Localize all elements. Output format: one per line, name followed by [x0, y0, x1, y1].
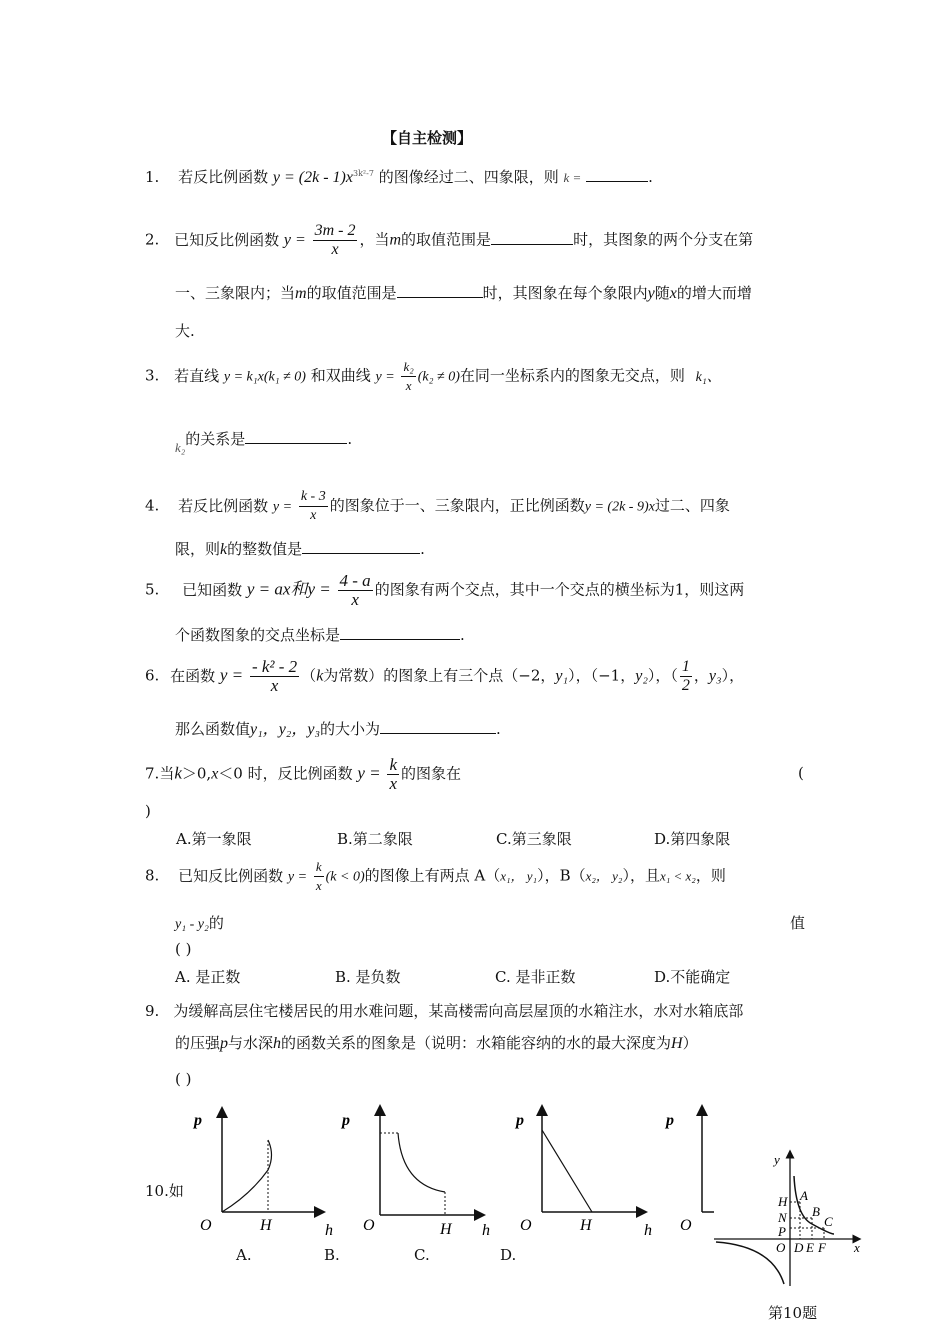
q8-option-b[interactable]: B. 是负数	[335, 968, 401, 986]
graph-label-b[interactable]: B.	[324, 1246, 340, 1264]
svg-text:y: y	[774, 1152, 780, 1167]
svg-text:H: H	[580, 1217, 592, 1234]
q7-option-d[interactable]: D.第四象限	[654, 830, 731, 848]
question-2: 2. 已知反比例函数 y = $\frac{3m - 2}{x}$ ，当m的取值范围是 时，其图象的两个分支在第	[145, 222, 754, 258]
question-9: 9. 为缓解高层住宅楼居民的用水难问题，某高楼需向高层屋顶的水箱注水，水对水箱底部	[145, 1002, 744, 1020]
q7-option-a[interactable]: A.第一象限	[176, 830, 252, 848]
answer-blank[interactable]	[491, 230, 573, 245]
axis-p-label: p	[194, 1112, 202, 1129]
q9-graphs	[180, 1100, 740, 1250]
question-5-line2: 个函数图象的交点坐标是 .	[175, 626, 465, 644]
question-2-line2: 一、三象限内；当m的取值范围是 时，其图象在每个象限内y随x的增大而增	[175, 284, 752, 302]
graph-label-a[interactable]: A.	[236, 1246, 252, 1264]
graph-label-d[interactable]: D.	[500, 1246, 517, 1264]
svg-text:O: O	[520, 1217, 532, 1234]
svg-text:B: B	[812, 1204, 820, 1219]
svg-text:h: h	[325, 1222, 333, 1239]
answer-blank[interactable]	[340, 625, 460, 640]
answer-blank[interactable]	[397, 283, 483, 298]
svg-text:O: O	[680, 1217, 692, 1234]
q8-option-c[interactable]: C. 是非正数	[495, 968, 576, 986]
svg-text:O: O	[776, 1240, 786, 1255]
svg-text:O: O	[200, 1217, 212, 1234]
question-4-line2: 限，则k的整数值是 .	[175, 540, 425, 558]
q7-option-c[interactable]: C.第三象限	[496, 830, 572, 848]
answer-blank[interactable]	[586, 167, 648, 182]
question-4: 4. 若反比例函数 y = $\frac{k - 3}{x}$ 的图象位于一、三象限内，正比例函数y = (2k - 9)x过二、四象	[145, 489, 730, 523]
q10-figure	[712, 1146, 872, 1296]
question-10: 10.如	[145, 1182, 184, 1200]
graph-c[interactable]	[514, 1110, 652, 1239]
svg-text:H: H	[778, 1194, 788, 1209]
question-6: 6. 在函数 y = $\frac{\text{- k² - 2}}{x}$ （k为常数）的图象上有三个点（−2，y₁），（−1，y₂），（ $\frac{1}{2}$ ，y₃），	[145, 657, 745, 695]
svg-text:E: E	[806, 1240, 814, 1255]
question-6-line2: 那么函数值y₁，y₂，y₃的大小为 .	[175, 720, 501, 738]
section-title: 【自主检测】	[382, 129, 473, 147]
graph-a[interactable]	[192, 1112, 333, 1239]
answer-blank[interactable]	[302, 539, 420, 554]
figure-caption: 第10题	[768, 1304, 818, 1322]
svg-text:h: h	[644, 1222, 652, 1239]
answer-blank[interactable]	[245, 429, 347, 444]
answer-blank[interactable]	[380, 719, 496, 734]
question-3: 3. 若直线 y = k₁x(k₁ ≠ 0) 和双曲线 y = $\frac{\text{k₂}}{x}$ (k₂ ≠ 0)在同一坐标系内的图象无交点，则 k₁、	[145, 359, 721, 393]
question-7: 7.当k＞0,x＜0 时，反比例函数 y = $\frac{k}{x}$ 的图象在	[145, 755, 462, 793]
answer-paren[interactable]: ( )	[175, 1070, 192, 1088]
question-8-line2: y₁ - y₂的	[175, 914, 224, 932]
svg-text:C: C	[824, 1214, 833, 1229]
q1-number: 1.	[145, 168, 160, 186]
svg-text:x: x	[854, 1240, 860, 1255]
svg-text:p: p	[342, 1112, 350, 1129]
svg-text:p: p	[666, 1112, 674, 1129]
graph-d[interactable]	[664, 1110, 714, 1234]
svg-text:h: h	[482, 1222, 490, 1239]
svg-text:F: F	[818, 1240, 826, 1255]
graph-b[interactable]	[340, 1110, 490, 1239]
svg-text:D: D	[794, 1240, 804, 1255]
svg-text:N: N	[778, 1210, 787, 1225]
svg-text:O: O	[363, 1217, 375, 1234]
q8-option-d[interactable]: D.不能确定	[654, 968, 731, 986]
question-3-line2: k₂的关系是 .	[175, 430, 353, 455]
question-1: 1. 若反比例函数 $y = (2k - 1)x^{3k^2-7}$ 的图像经过二、四象限，则 k = .	[145, 168, 653, 186]
svg-text:H: H	[260, 1217, 272, 1234]
q8-option-a[interactable]: A. 是正数	[175, 968, 241, 986]
answer-paren[interactable]: ( )	[175, 940, 192, 958]
svg-text:A: A	[800, 1188, 808, 1203]
graph-label-c[interactable]: C.	[414, 1246, 430, 1264]
q7-option-b[interactable]: B.第二象限	[337, 830, 413, 848]
svg-text:P: P	[778, 1224, 786, 1239]
question-8: 8. 已知反比例函数 y = $\frac{k}{x}$ (k < 0)的图像上有两点 A（x₁， y₁），B（x₂， y₂），且x₁ < x₂，则	[145, 859, 726, 893]
svg-text:p: p	[516, 1112, 524, 1129]
question-9-line2: 的压强p与水深h的函数关系的图象是（说明：水箱能容纳的水的最大深度为H）	[175, 1034, 698, 1052]
svg-text:H: H	[440, 1221, 452, 1238]
question-5: 5. 已知函数 y = ax和y = $\frac{4 - a}{x}$ 的图象有两个交点，其中一个交点的横坐标为1，则这两	[145, 571, 745, 609]
